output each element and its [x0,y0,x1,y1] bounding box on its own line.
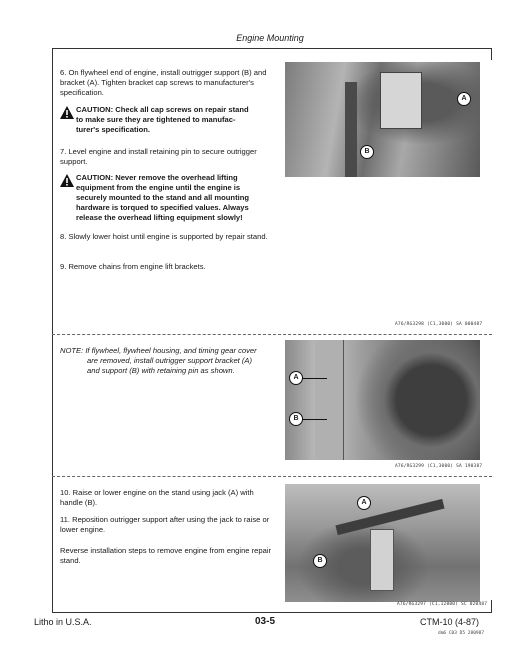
figure-3-callout-a: A [357,496,371,510]
section-divider-1 [52,334,492,335]
footer-code: dm6 C03 D5 280987 [438,631,485,636]
step-10: 10. Raise or lower engine on the stand using jack (A) with handle (B). [60,488,254,507]
figure-2-callout-a: A [289,371,303,385]
caution-2-line: hardware is torqued to specified values. Always [76,203,249,212]
section-divider-2 [52,476,492,477]
step-8: 8. Slowly lower hoist until engine is supported by repair stand. [60,232,268,241]
figure-1-code: A76/RG3298 (C1,3000) SA 000487 [395,322,483,327]
figure-2-bracket-shape [315,340,344,460]
right-margin-tick [491,48,492,60]
reverse-instructions: Reverse installation steps to remove engine from engine repair stand. [60,546,272,565]
figure-3-jack-shape [370,529,394,591]
footer-manual-id: CTM-10 (4-87) [420,617,480,627]
caution-2 [60,173,275,223]
warning-triangle-icon [60,106,76,135]
figure-2-photo [285,340,480,460]
figure-1-photo [285,62,480,177]
caution-1-text [76,105,249,135]
step-10-wrap [60,488,275,508]
figure-1-callout-a: A [457,92,471,106]
section1-text [60,68,275,98]
caution-2-line: equipment from the engine until the engine is [76,183,241,192]
figure-1-callout-b: B [360,145,374,159]
footer-right-tick [491,600,492,612]
header-rule [52,48,492,49]
note-line: NOTE: If flywheel, flywheel housing, and timing gear cover [60,346,257,355]
note-line: are removed, install outrigger support bracket (A) [87,356,253,365]
left-margin-rule [52,48,53,613]
caution-2-line: CAUTION: Never remove the overhead lifting [76,173,238,182]
caution-1 [60,105,275,135]
figure-2-code: A76/RG3299 (C1,3000) SA 190387 [395,464,483,469]
figure-1-post-shape [345,82,357,177]
caution-1-line: CAUTION: Check all cap screws on repair stand [76,105,249,114]
step-11-wrap [60,515,275,535]
figure-2-leader-a [301,378,327,379]
footer-rule [52,612,492,613]
figure-3-photo [285,484,480,602]
caution-1-line: to make sure they are tightened to manufac- [76,115,236,124]
caution-1-line: turer's specification. [76,125,150,134]
figure-3-callout-b: B [313,554,327,568]
step-9: 9. Remove chains from engine lift brackets. [60,262,206,271]
warning-triangle-icon [60,174,76,223]
step-11: 11. Reposition outrigger support after using the jack to raise or lower engine. [60,515,270,534]
figure-2-leader-b [301,419,327,420]
caution-2-line: securely mounted to the stand and all mounting [76,193,249,202]
footer-litho: Litho in U.S.A. [34,617,92,627]
step-7: 7. Level engine and install retaining pin to secure outrigger support. [60,147,257,166]
step-8-wrap [60,232,275,242]
page-header-title: Engine Mounting [236,33,304,43]
caution-2-text [76,173,249,223]
step-6: 6. On flywheel end of engine, install outrigger support (B) and bracket (A). Tighten bracket cap screws to manufacturer's specification. [60,68,267,97]
figure-3-code: A76/RG3297 (C1,12000) SC 020487 [397,602,488,607]
note-block [60,346,280,376]
figure-1-bracket-shape [380,72,422,129]
figure-2-callout-b: B [289,412,303,426]
note-line: and support (B) with retaining pin as shown. [87,366,235,375]
reverse-wrap [60,546,275,566]
footer-page-number: 03-5 [255,616,276,627]
step-9-wrap [60,262,275,272]
caution-2-line: release the overhead lifting equipment slowly! [76,213,243,222]
step-7-wrap [60,147,275,167]
